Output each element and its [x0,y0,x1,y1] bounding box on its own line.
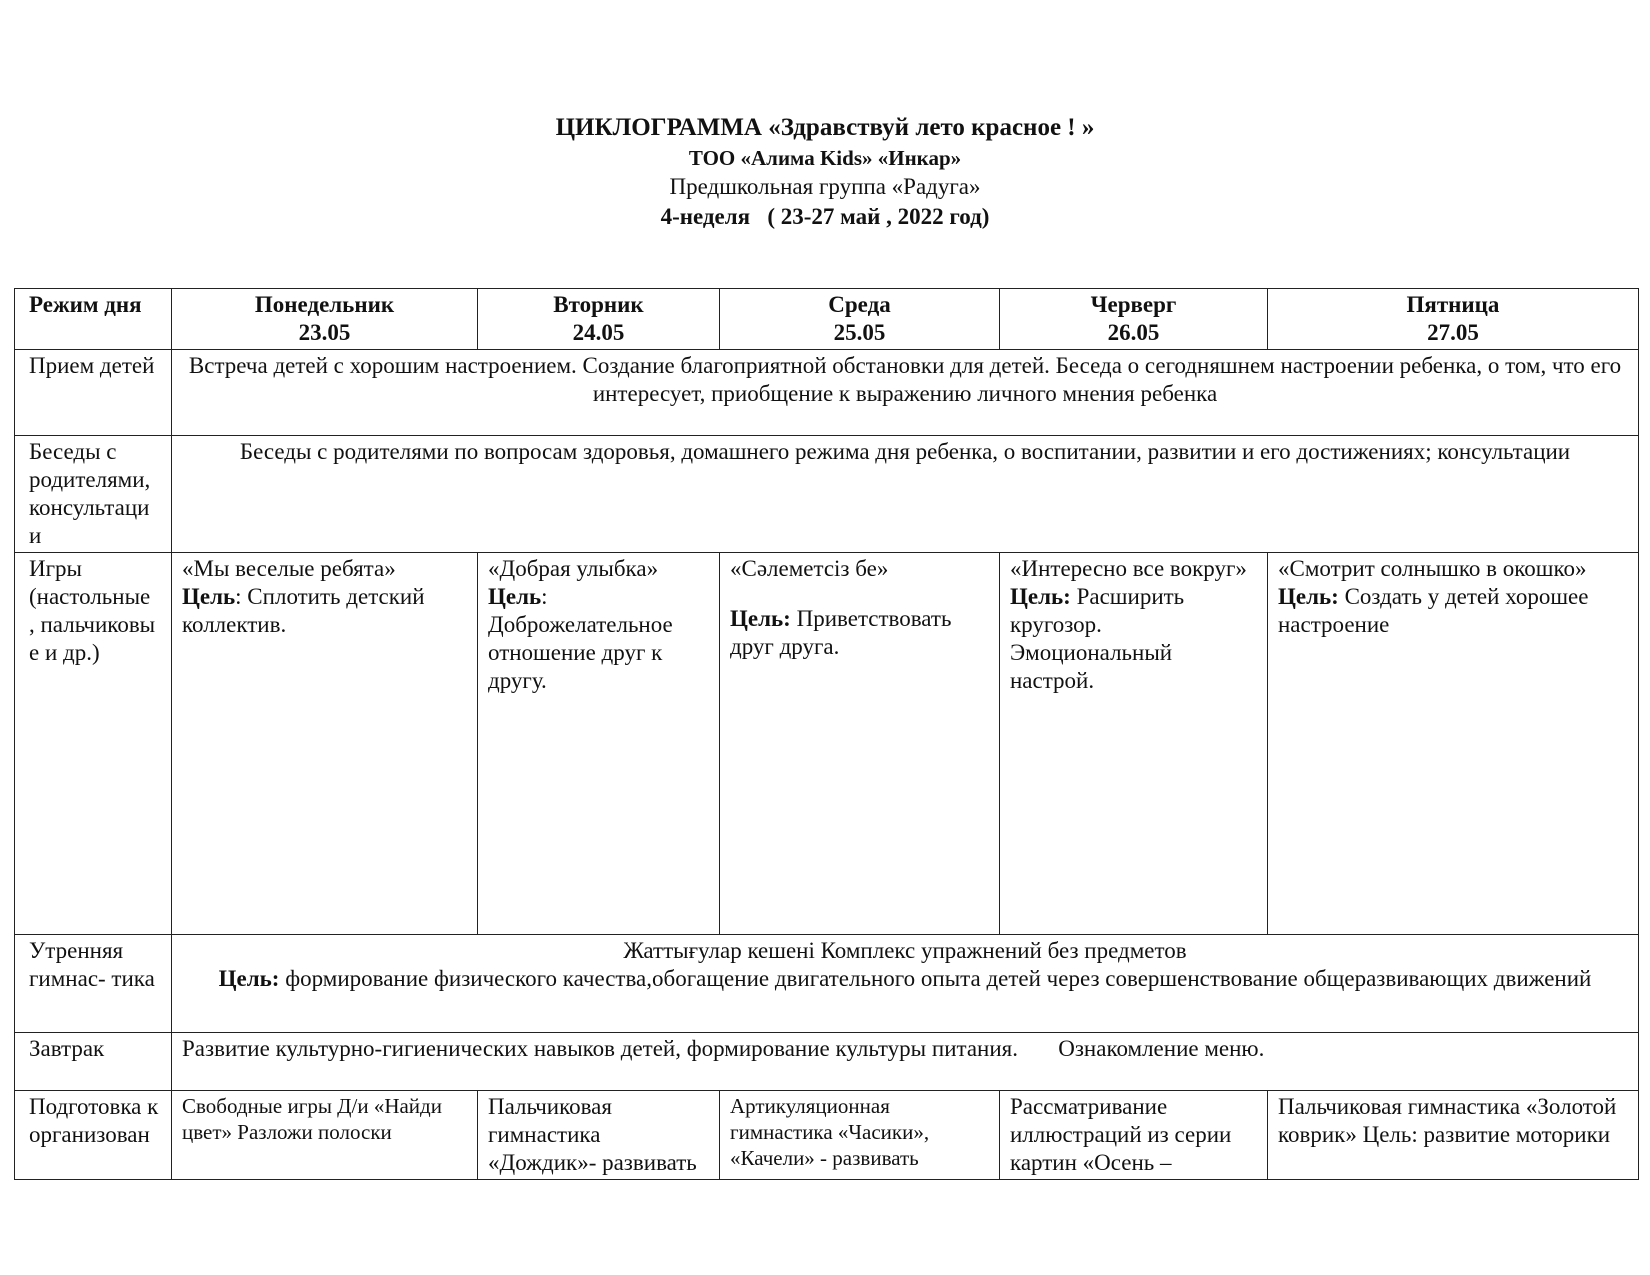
gymnastics-row [15,935,1639,1033]
games-row [15,553,1639,935]
breakfast-row [15,1033,1639,1091]
organization-name: ТОО «Алима Kids» «Инкар» [688,146,962,170]
goal-text: Расширить кругозор. Эмоциональный настрой. [1010,584,1185,693]
preparation-cell-friday: Пальчиковая гимнастика «Золотой коврик» Цель: развитие моторики [1268,1091,1639,1180]
document-header [0,112,1650,232]
header-row [15,289,1639,350]
day-date: 26.05 [1107,320,1160,345]
day-tuesday [478,289,720,350]
game-cell-tuesday [478,553,720,935]
goal-text: Создать у детей хорошее настроение [1278,584,1589,637]
game-goal [488,583,709,695]
breakfast-label: Завтрак [15,1033,172,1091]
day-name: Вторник [553,292,644,317]
day-wednesday [720,289,1000,350]
day-name: Среда [828,292,891,317]
goal-label: Цель [182,584,236,609]
day-name: Понедельник [254,292,395,317]
games-label: Игры (настольные , пальчиковы е и др.) [15,553,172,935]
goal-text: : Сплотить детский коллектив. [182,584,425,637]
day-name: Черверг [1090,292,1177,317]
week-label: 4-неделя ( 23-27 май , 2022 год) [660,204,990,229]
game-title: «Мы веселые ребята» [182,556,396,581]
reception-label: Прием детей [15,350,172,436]
gymnastics-goal [182,965,1628,993]
day-date: 24.05 [572,320,625,345]
parents-label: Беседы с родителями, консультаци и [15,436,172,553]
day-date: 25.05 [833,320,886,345]
goal-label: Цель [1278,584,1332,609]
corner-label: Режим дня [15,289,172,350]
game-title: «Сәлеметсіз бе» [730,556,889,581]
game-goal: Цель: Приветствовать друг друга. [730,606,952,659]
preparation-cell-thursday: Рассматривание иллюстраций из серии картин «Осень – [1000,1091,1268,1180]
day-date: 27.05 [1427,320,1479,345]
gymnastics-label: Утренняя гимнас- тика [15,935,172,1033]
goal-text: формирование физического качества,обогащение двигательного опыта детей через совершенствование общеразвивающих движений [279,966,1592,991]
document-title: ЦИКЛОГРАММА «Здравствуй лето красное ! » [555,114,1095,141]
preparation-cell-wednesday: Артикуляционная гимнастика «Часики», «Качели» - развивать [720,1091,1000,1180]
preparation-cell-tuesday: Пальчиковая гимнастика «Дождик»- развивать [478,1091,720,1180]
game-title: «Интересно все вокруг» [1010,556,1247,581]
game-cell-friday [1268,553,1639,935]
breakfast-text: Развитие культурно-гигиенических навыков детей, формирование культуры питания. Ознакомление меню. [172,1033,1639,1091]
gymnastics-line1: Жаттығулар кешені Комплекс упражнений без предметов [623,938,1187,963]
reception-text: Встреча детей с хорошим настроением. Создание благоприятной обстановки для детей. Беседа о сегодняшнем настроении ребенка, о том, что его интересует, приобщение к выражению личного мнения ребенка [172,350,1639,436]
day-name: Пятница [1406,292,1500,317]
goal-label: Цель [730,606,784,631]
game-cell-monday [172,553,478,935]
parents-text: Беседы с родителями по вопросам здоровья, домашнего режима дня ребенка, о воспитании, развитии и его достижениях; консультации [172,436,1639,553]
day-date: 23.05 [298,320,351,345]
goal-text: : Доброжелательное отношение друг к другу. [488,584,673,693]
game-cell-wednesday [720,553,1000,935]
goal-label: Цель: [218,966,280,991]
game-goal: Цель: Расширить кругозор. Эмоциональный настрой. [1010,584,1185,693]
day-friday [1268,289,1639,350]
preparation-row [15,1091,1639,1180]
game-cell-thursday [1000,553,1268,935]
preparation-cell-monday: Свободные игры Д/и «Найди цвет» Разложи полоски [172,1091,478,1180]
day-monday [172,289,478,350]
day-thursday [1000,289,1268,350]
game-goal [182,583,467,639]
parents-row [15,436,1639,553]
game-title: «Смотрит солнышко в окошко» [1278,556,1587,581]
preparation-label: Подготовка к организован [15,1091,172,1180]
game-goal: Цель: Создать у детей хорошее настроение [1278,584,1589,637]
schedule-table [14,288,1639,1180]
goal-label: Цель [1010,584,1064,609]
goal-label: Цель [488,584,542,609]
goal-text: Приветствовать друг друга. [730,606,952,659]
game-title: «Добрая улыбка» [488,556,659,581]
reception-row [15,350,1639,436]
group-name: Предшкольная группа «Радуга» [669,174,981,199]
gymnastics-cell [172,935,1639,1033]
